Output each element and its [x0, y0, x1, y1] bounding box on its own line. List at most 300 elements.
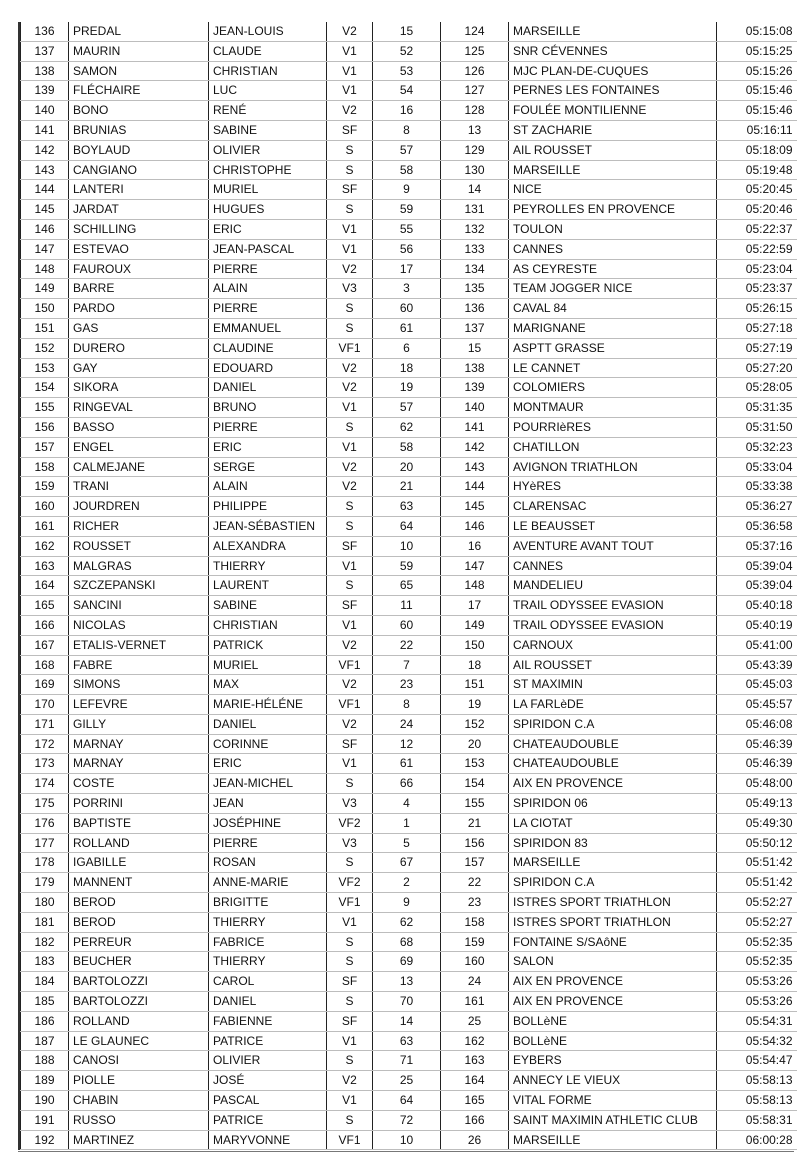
category-rank-cell: 14 — [373, 1011, 441, 1031]
table-row — [21, 219, 797, 239]
category-cell: S — [327, 299, 373, 319]
time-cell: 06:00:28 — [717, 1130, 797, 1150]
club-cell: CHATEAUDOUBLE — [509, 754, 717, 774]
rank-cell: 156 — [21, 417, 69, 437]
table-row — [21, 833, 797, 853]
rank-cell: 171 — [21, 714, 69, 734]
club-cell: SAINT MAXIMIN ATHLETIC CLUB — [509, 1110, 717, 1130]
table-row — [21, 437, 797, 457]
club-cell: SPIRIDON C.A — [509, 714, 717, 734]
category-cell: S — [327, 952, 373, 972]
gender-rank-cell: 26 — [441, 1130, 509, 1150]
last-name-cell: BEROD — [69, 893, 209, 913]
results-sheet — [18, 22, 796, 1150]
category-cell: V3 — [327, 833, 373, 853]
table-row — [21, 576, 797, 596]
table-row — [21, 635, 797, 655]
gender-rank-cell: 155 — [441, 794, 509, 814]
time-cell: 05:53:26 — [717, 992, 797, 1012]
rank-cell: 185 — [21, 992, 69, 1012]
time-cell: 05:26:15 — [717, 299, 797, 319]
club-cell: FOULÉE MONTILIENNE — [509, 101, 717, 121]
time-cell: 05:27:18 — [717, 318, 797, 338]
first-name-cell: ROSAN — [209, 853, 327, 873]
last-name-cell: IGABILLE — [69, 853, 209, 873]
category-cell: S — [327, 140, 373, 160]
rank-cell: 158 — [21, 457, 69, 477]
first-name-cell: EMMANUEL — [209, 318, 327, 338]
club-cell: CLARENSAC — [509, 497, 717, 517]
rank-cell: 178 — [21, 853, 69, 873]
table-row — [21, 853, 797, 873]
last-name-cell: MANNENT — [69, 873, 209, 893]
category-rank-cell: 71 — [373, 1051, 441, 1071]
club-cell: VITAL FORME — [509, 1091, 717, 1111]
rank-cell: 150 — [21, 299, 69, 319]
last-name-cell: PREDAL — [69, 22, 209, 41]
category-rank-cell: 19 — [373, 378, 441, 398]
time-cell: 05:41:00 — [717, 635, 797, 655]
category-cell: V1 — [327, 1031, 373, 1051]
gender-rank-cell: 145 — [441, 497, 509, 517]
table-row — [21, 1091, 797, 1111]
first-name-cell: RENÉ — [209, 101, 327, 121]
category-rank-cell: 6 — [373, 338, 441, 358]
time-cell: 05:54:47 — [717, 1051, 797, 1071]
first-name-cell: MAX — [209, 675, 327, 695]
gender-rank-cell: 144 — [441, 477, 509, 497]
gender-rank-cell: 125 — [441, 41, 509, 61]
table-row — [21, 239, 797, 259]
last-name-cell: BRUNIAS — [69, 120, 209, 140]
table-row — [21, 893, 797, 913]
table-row — [21, 912, 797, 932]
time-cell: 05:53:26 — [717, 972, 797, 992]
category-rank-cell: 10 — [373, 1130, 441, 1150]
first-name-cell: OLIVIER — [209, 1051, 327, 1071]
table-row — [21, 1031, 797, 1051]
time-cell: 05:50:12 — [717, 833, 797, 853]
first-name-cell: PASCAL — [209, 1091, 327, 1111]
first-name-cell: EDOUARD — [209, 358, 327, 378]
last-name-cell: BOYLAUD — [69, 140, 209, 160]
club-cell: SALON — [509, 952, 717, 972]
time-cell: 05:22:59 — [717, 239, 797, 259]
club-cell: LA CIOTAT — [509, 813, 717, 833]
table-row — [21, 596, 797, 616]
category-rank-cell: 17 — [373, 259, 441, 279]
category-cell: S — [327, 516, 373, 536]
category-cell: V1 — [327, 398, 373, 418]
time-cell: 05:27:19 — [717, 338, 797, 358]
table-row — [21, 417, 797, 437]
gender-rank-cell: 128 — [441, 101, 509, 121]
last-name-cell: SIMONS — [69, 675, 209, 695]
last-name-cell: PARDO — [69, 299, 209, 319]
rank-cell: 166 — [21, 615, 69, 635]
first-name-cell: DANIEL — [209, 992, 327, 1012]
last-name-cell: RINGEVAL — [69, 398, 209, 418]
gender-rank-cell: 21 — [441, 813, 509, 833]
last-name-cell: LANTERI — [69, 180, 209, 200]
first-name-cell: PIERRE — [209, 299, 327, 319]
category-cell: SF — [327, 536, 373, 556]
gender-rank-cell: 16 — [441, 536, 509, 556]
category-cell: S — [327, 160, 373, 180]
club-cell: LE BEAUSSET — [509, 516, 717, 536]
rank-cell: 186 — [21, 1011, 69, 1031]
club-cell: MARSEILLE — [509, 160, 717, 180]
gender-rank-cell: 156 — [441, 833, 509, 853]
time-cell: 05:39:04 — [717, 556, 797, 576]
first-name-cell: JEAN — [209, 794, 327, 814]
rank-cell: 153 — [21, 358, 69, 378]
first-name-cell: SERGE — [209, 457, 327, 477]
last-name-cell: BARRE — [69, 279, 209, 299]
club-cell: MANDELIEU — [509, 576, 717, 596]
gender-rank-cell: 160 — [441, 952, 509, 972]
time-cell: 05:15:26 — [717, 61, 797, 81]
club-cell: CANNES — [509, 556, 717, 576]
first-name-cell: SABINE — [209, 120, 327, 140]
last-name-cell: FAUROUX — [69, 259, 209, 279]
table-row — [21, 41, 797, 61]
last-name-cell: GAS — [69, 318, 209, 338]
club-cell: SPIRIDON C.A — [509, 873, 717, 893]
table-row — [21, 101, 797, 121]
category-cell: VF1 — [327, 1130, 373, 1150]
gender-rank-cell: 132 — [441, 219, 509, 239]
rank-cell: 141 — [21, 120, 69, 140]
category-rank-cell: 59 — [373, 556, 441, 576]
first-name-cell: PIERRE — [209, 259, 327, 279]
time-cell: 05:18:09 — [717, 140, 797, 160]
category-cell: S — [327, 576, 373, 596]
last-name-cell: SANCINI — [69, 596, 209, 616]
table-row — [21, 279, 797, 299]
category-rank-cell: 16 — [373, 101, 441, 121]
category-rank-cell: 10 — [373, 536, 441, 556]
table-row — [21, 61, 797, 81]
first-name-cell: PATRICK — [209, 635, 327, 655]
time-cell: 05:33:04 — [717, 457, 797, 477]
category-cell: V1 — [327, 41, 373, 61]
category-cell: V1 — [327, 437, 373, 457]
first-name-cell: CHRISTIAN — [209, 615, 327, 635]
rank-cell: 152 — [21, 338, 69, 358]
table-row — [21, 952, 797, 972]
category-cell: S — [327, 992, 373, 1012]
table-row — [21, 675, 797, 695]
category-cell: V1 — [327, 754, 373, 774]
first-name-cell: FABIENNE — [209, 1011, 327, 1031]
last-name-cell: TRANI — [69, 477, 209, 497]
first-name-cell: CAROL — [209, 972, 327, 992]
rank-cell: 169 — [21, 675, 69, 695]
gender-rank-cell: 157 — [441, 853, 509, 873]
gender-rank-cell: 142 — [441, 437, 509, 457]
category-cell: S — [327, 1110, 373, 1130]
category-cell: V1 — [327, 239, 373, 259]
table-row — [21, 695, 797, 715]
category-rank-cell: 63 — [373, 1031, 441, 1051]
category-cell: S — [327, 318, 373, 338]
first-name-cell: CORINNE — [209, 734, 327, 754]
gender-rank-cell: 158 — [441, 912, 509, 932]
category-rank-cell: 9 — [373, 180, 441, 200]
category-rank-cell: 15 — [373, 22, 441, 41]
first-name-cell: ALAIN — [209, 279, 327, 299]
club-cell: AIL ROUSSET — [509, 655, 717, 675]
rank-cell: 188 — [21, 1051, 69, 1071]
first-name-cell: JEAN-SÉBASTIEN — [209, 516, 327, 536]
category-rank-cell: 64 — [373, 516, 441, 536]
time-cell: 05:36:27 — [717, 497, 797, 517]
first-name-cell: ALAIN — [209, 477, 327, 497]
last-name-cell: GAY — [69, 358, 209, 378]
last-name-cell: ROLLAND — [69, 1011, 209, 1031]
rank-cell: 163 — [21, 556, 69, 576]
category-cell: S — [327, 774, 373, 794]
club-cell: TOULON — [509, 219, 717, 239]
category-cell: V3 — [327, 279, 373, 299]
time-cell: 05:15:46 — [717, 81, 797, 101]
table-row — [21, 497, 797, 517]
table-row — [21, 299, 797, 319]
gender-rank-cell: 143 — [441, 457, 509, 477]
first-name-cell: CLAUDE — [209, 41, 327, 61]
last-name-cell: BARTOLOZZI — [69, 992, 209, 1012]
first-name-cell: BRIGITTE — [209, 893, 327, 913]
rank-cell: 145 — [21, 200, 69, 220]
rank-cell: 159 — [21, 477, 69, 497]
category-cell: V2 — [327, 477, 373, 497]
category-cell: VF2 — [327, 873, 373, 893]
gender-rank-cell: 13 — [441, 120, 509, 140]
category-cell: V2 — [327, 378, 373, 398]
last-name-cell: SIKORA — [69, 378, 209, 398]
last-name-cell: CANOSI — [69, 1051, 209, 1071]
last-name-cell: MARTINEZ — [69, 1130, 209, 1150]
first-name-cell: MARYVONNE — [209, 1130, 327, 1150]
last-name-cell: CALMEJANE — [69, 457, 209, 477]
category-rank-cell: 72 — [373, 1110, 441, 1130]
category-rank-cell: 4 — [373, 794, 441, 814]
category-cell: V1 — [327, 912, 373, 932]
table-row — [21, 794, 797, 814]
gender-rank-cell: 151 — [441, 675, 509, 695]
category-cell: V3 — [327, 794, 373, 814]
last-name-cell: DURERO — [69, 338, 209, 358]
time-cell: 05:45:57 — [717, 695, 797, 715]
rank-cell: 164 — [21, 576, 69, 596]
category-rank-cell: 3 — [373, 279, 441, 299]
last-name-cell: MARNAY — [69, 754, 209, 774]
club-cell: ST ZACHARIE — [509, 120, 717, 140]
gender-rank-cell: 127 — [441, 81, 509, 101]
first-name-cell: CHRISTIAN — [209, 61, 327, 81]
time-cell: 05:31:50 — [717, 417, 797, 437]
club-cell: AS CEYRESTE — [509, 259, 717, 279]
bottom-rule — [18, 1151, 794, 1152]
time-cell: 05:58:13 — [717, 1071, 797, 1091]
gender-rank-cell: 166 — [441, 1110, 509, 1130]
table-row — [21, 774, 797, 794]
category-cell: VF2 — [327, 813, 373, 833]
rank-cell: 139 — [21, 81, 69, 101]
first-name-cell: MURIEL — [209, 180, 327, 200]
category-rank-cell: 7 — [373, 655, 441, 675]
last-name-cell: COSTE — [69, 774, 209, 794]
rank-cell: 179 — [21, 873, 69, 893]
time-cell: 05:20:46 — [717, 200, 797, 220]
category-rank-cell: 55 — [373, 219, 441, 239]
gender-rank-cell: 159 — [441, 932, 509, 952]
time-cell: 05:32:23 — [717, 437, 797, 457]
time-cell: 05:36:58 — [717, 516, 797, 536]
time-cell: 05:23:04 — [717, 259, 797, 279]
category-rank-cell: 9 — [373, 893, 441, 913]
time-cell: 05:33:38 — [717, 477, 797, 497]
table-row — [21, 1071, 797, 1091]
category-cell: V1 — [327, 615, 373, 635]
time-cell: 05:52:35 — [717, 932, 797, 952]
gender-rank-cell: 164 — [441, 1071, 509, 1091]
rank-cell: 151 — [21, 318, 69, 338]
rank-cell: 170 — [21, 695, 69, 715]
rank-cell: 165 — [21, 596, 69, 616]
rank-cell: 154 — [21, 378, 69, 398]
last-name-cell: RICHER — [69, 516, 209, 536]
rank-cell: 176 — [21, 813, 69, 833]
club-cell: AIX EN PROVENCE — [509, 992, 717, 1012]
club-cell: TRAIL ODYSSEE EVASION — [509, 615, 717, 635]
club-cell: FONTAINE S/SAôNE — [509, 932, 717, 952]
first-name-cell: ALEXANDRA — [209, 536, 327, 556]
category-rank-cell: 18 — [373, 358, 441, 378]
first-name-cell: CLAUDINE — [209, 338, 327, 358]
time-cell: 05:22:37 — [717, 219, 797, 239]
table-row — [21, 120, 797, 140]
last-name-cell: JOURDREN — [69, 497, 209, 517]
gender-rank-cell: 17 — [441, 596, 509, 616]
category-rank-cell: 70 — [373, 992, 441, 1012]
last-name-cell: MAURIN — [69, 41, 209, 61]
category-cell: S — [327, 1051, 373, 1071]
category-cell: V2 — [327, 635, 373, 655]
first-name-cell: BRUNO — [209, 398, 327, 418]
category-cell: S — [327, 417, 373, 437]
category-rank-cell: 22 — [373, 635, 441, 655]
club-cell: AIX EN PROVENCE — [509, 972, 717, 992]
category-cell: V2 — [327, 714, 373, 734]
last-name-cell: PIOLLE — [69, 1071, 209, 1091]
rank-cell: 181 — [21, 912, 69, 932]
time-cell: 05:45:03 — [717, 675, 797, 695]
last-name-cell: BASSO — [69, 417, 209, 437]
last-name-cell: GILLY — [69, 714, 209, 734]
club-cell: ISTRES SPORT TRIATHLON — [509, 912, 717, 932]
last-name-cell: BARTOLOZZI — [69, 972, 209, 992]
club-cell: MARSEILLE — [509, 22, 717, 41]
last-name-cell: SZCZEPANSKI — [69, 576, 209, 596]
club-cell: LE CANNET — [509, 358, 717, 378]
rank-cell: 140 — [21, 101, 69, 121]
gender-rank-cell: 153 — [441, 754, 509, 774]
table-row — [21, 477, 797, 497]
time-cell: 05:19:48 — [717, 160, 797, 180]
first-name-cell: JOSÉ — [209, 1071, 327, 1091]
first-name-cell: LUC — [209, 81, 327, 101]
table-row — [21, 873, 797, 893]
rank-cell: 146 — [21, 219, 69, 239]
table-row — [21, 1130, 797, 1150]
table-row — [21, 615, 797, 635]
rank-cell: 189 — [21, 1071, 69, 1091]
table-row — [21, 200, 797, 220]
time-cell: 05:49:30 — [717, 813, 797, 833]
time-cell: 05:46:39 — [717, 754, 797, 774]
club-cell: ASPTT GRASSE — [509, 338, 717, 358]
club-cell: PERNES LES FONTAINES — [509, 81, 717, 101]
last-name-cell: ESTEVAO — [69, 239, 209, 259]
gender-rank-cell: 22 — [441, 873, 509, 893]
last-name-cell: ROUSSET — [69, 536, 209, 556]
category-rank-cell: 56 — [373, 239, 441, 259]
club-cell: EYBERS — [509, 1051, 717, 1071]
club-cell: CHATILLON — [509, 437, 717, 457]
first-name-cell: PATRICE — [209, 1110, 327, 1130]
first-name-cell: HUGUES — [209, 200, 327, 220]
category-cell: VF1 — [327, 893, 373, 913]
category-rank-cell: 66 — [373, 774, 441, 794]
category-cell: V2 — [327, 22, 373, 41]
rank-cell: 138 — [21, 61, 69, 81]
category-rank-cell: 60 — [373, 615, 441, 635]
gender-rank-cell: 23 — [441, 893, 509, 913]
last-name-cell: ETALIS-VERNET — [69, 635, 209, 655]
gender-rank-cell: 163 — [441, 1051, 509, 1071]
rank-cell: 187 — [21, 1031, 69, 1051]
last-name-cell: BONO — [69, 101, 209, 121]
category-rank-cell: 2 — [373, 873, 441, 893]
table-row — [21, 398, 797, 418]
table-row — [21, 556, 797, 576]
first-name-cell: ERIC — [209, 437, 327, 457]
rank-cell: 149 — [21, 279, 69, 299]
gender-rank-cell: 141 — [441, 417, 509, 437]
time-cell: 05:51:42 — [717, 853, 797, 873]
first-name-cell: JEAN-MICHEL — [209, 774, 327, 794]
gender-rank-cell: 138 — [441, 358, 509, 378]
first-name-cell: JEAN-PASCAL — [209, 239, 327, 259]
category-rank-cell: 57 — [373, 140, 441, 160]
club-cell: SPIRIDON 83 — [509, 833, 717, 853]
table-row — [21, 734, 797, 754]
first-name-cell: PATRICE — [209, 1031, 327, 1051]
category-cell: S — [327, 853, 373, 873]
last-name-cell: NICOLAS — [69, 615, 209, 635]
category-cell: V2 — [327, 101, 373, 121]
rank-cell: 175 — [21, 794, 69, 814]
time-cell: 05:28:05 — [717, 378, 797, 398]
club-cell: ISTRES SPORT TRIATHLON — [509, 893, 717, 913]
first-name-cell: LAURENT — [209, 576, 327, 596]
club-cell: CARNOUX — [509, 635, 717, 655]
time-cell: 05:16:11 — [717, 120, 797, 140]
time-cell: 05:52:27 — [717, 893, 797, 913]
gender-rank-cell: 20 — [441, 734, 509, 754]
